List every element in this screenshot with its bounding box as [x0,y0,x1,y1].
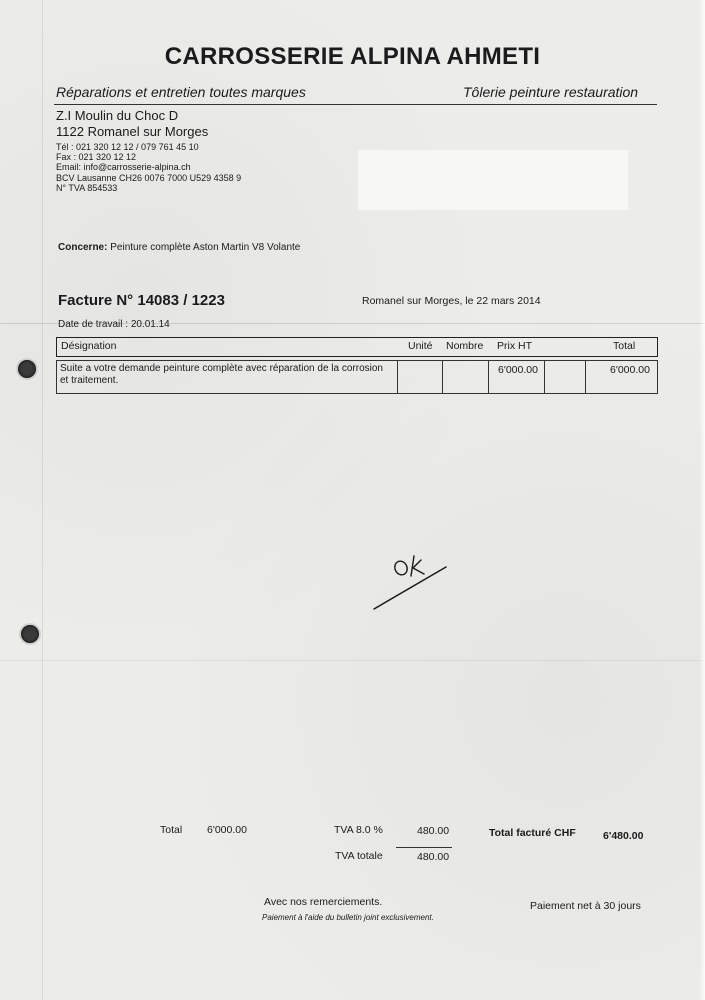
paper-edge [699,0,705,1000]
payment-note: Paiement à l'aide du bulletin joint exclusivement. [262,913,434,922]
punch-hole-upper [18,360,36,378]
total-label: Total [160,824,183,836]
concerne-line [58,242,300,253]
address-street: Z.I Moulin du Choc D [56,108,179,123]
cell-spacer [544,361,586,393]
vat-value: 480.00 [417,825,450,837]
address-bank: BCV Lausanne CH26 0076 7000 U529 4358 9 [56,173,242,183]
handwritten-ok-text [393,556,424,577]
header-unite: Unité [408,340,433,352]
row-total: 6'000.00 [610,364,650,376]
handwritten-ok-mark [370,552,450,614]
punch-hole-lower [21,625,39,643]
header-prix: Prix HT [497,340,532,352]
payment-terms: Paiement net à 30 jours [530,900,641,912]
vat-total-label: TVA totale [335,850,383,862]
header-designation: Désignation [61,340,117,352]
concerne-label: Concerne: [58,242,108,253]
vat-label: TVA 8.0 % [334,824,383,836]
concerne-text: Peinture complète Aston Martin V8 Volante [110,242,301,253]
header-nombre: Nombre [446,340,484,352]
vat-rule [396,847,452,848]
total-value: 6'000.00 [207,824,247,836]
billed-total-label: Total facturé CHF [489,827,576,839]
table-header [56,337,658,357]
address-vat-number: N° TVA 854533 [56,183,118,193]
header-total: Total [613,340,636,352]
address-city: 1122 Romanel sur Morges [56,124,209,139]
cell-designation [57,361,398,393]
table-row [56,360,658,394]
recipient-address-redacted [358,150,628,210]
work-date: Date de travail : 20.01.14 [58,319,170,330]
paper-fold-vertical [42,0,43,1000]
invoice-title: Facture N° 14083 / 1223 [58,292,225,309]
handwritten-check-stroke [374,567,446,609]
invoice-place-date: Romanel sur Morges, le 22 mars 2014 [362,295,541,307]
row-prix: 6'000.00 [498,364,538,376]
tagline-right: Tôlerie peinture restauration [463,84,639,100]
company-name: CARROSSERIE ALPINA AHMETI [164,43,541,70]
vat-total-value: 480.00 [417,851,450,863]
tagline-left: Réparations et entretien toutes marques [56,84,306,100]
paper-fold-horizontal-lower [0,660,705,661]
cell-unite [397,361,443,393]
row-designation: Suite a votre demande peinture complète avec réparation de la corrosion et traitement. [60,363,383,386]
billed-total-value: 6'480.00 [603,830,644,842]
thanks-line: Avec nos remerciements. [264,896,383,908]
cell-nombre [442,361,489,393]
address-email: Email: info@carrosserie-alpina.ch [56,162,191,172]
header-rule [54,104,657,105]
address-fax: Fax : 021 320 12 12 [56,152,137,162]
address-phone: Tél : 021 320 12 12 / 079 761 45 10 [56,142,199,152]
